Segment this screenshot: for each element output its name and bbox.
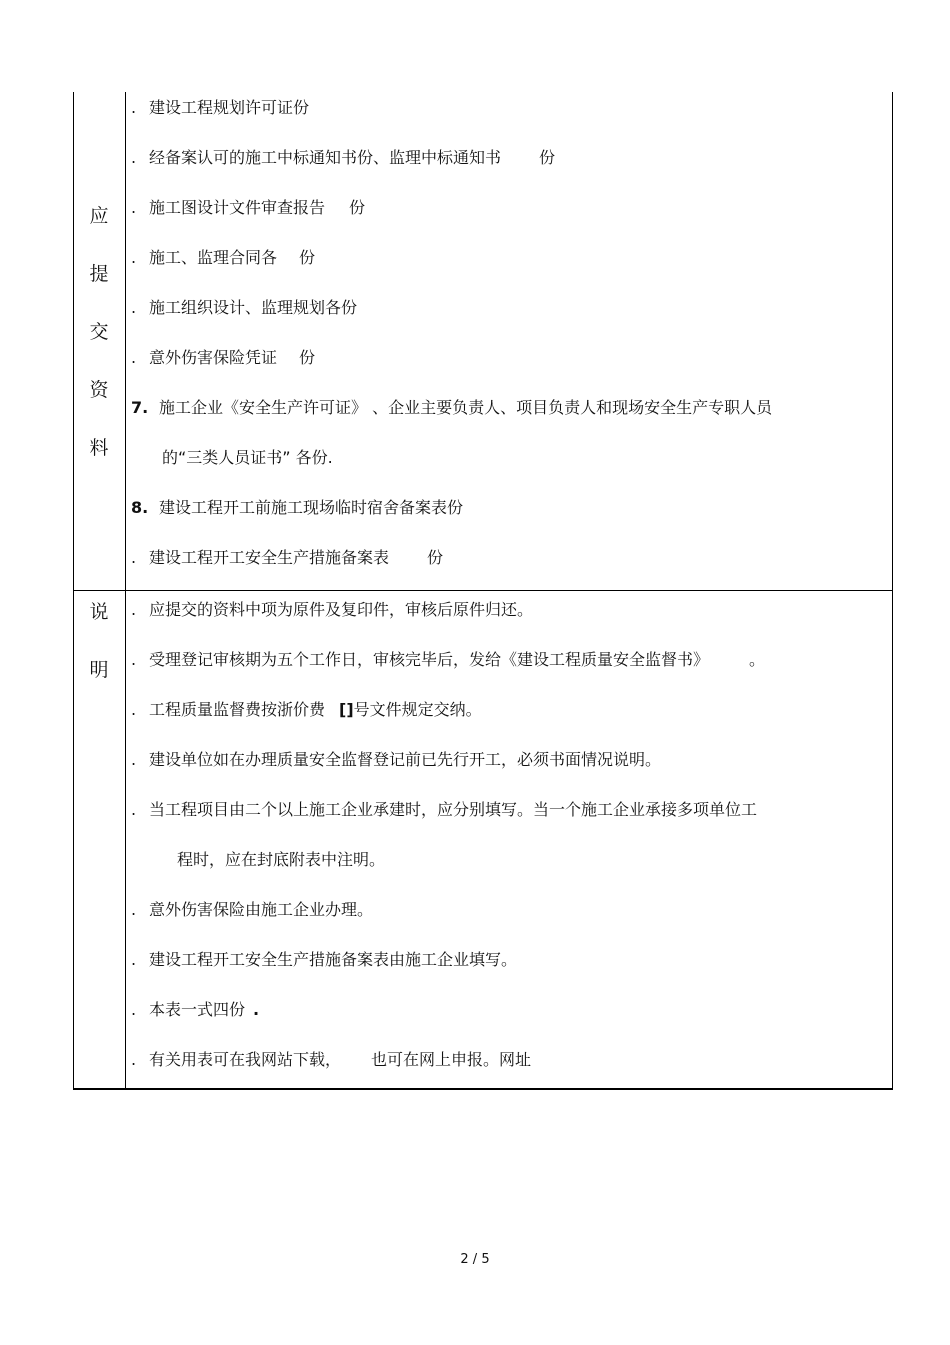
table-left-border (73, 92, 74, 1090)
list-item: . 施工、监理合同各 份 (131, 248, 316, 267)
list-item: 7. 施工企业《安全生产许可证》 、企业主要负责人、项目负责人和现场安全生产专职人员 (131, 398, 773, 417)
list-item: . 建设工程规划许可证份 (131, 98, 310, 117)
label-char: 资 (89, 379, 109, 401)
table-bottom-border (73, 1088, 893, 1090)
label-char: 交 (89, 321, 109, 343)
list-item: . 当工程项目由二个以上施工企业承建时，应分别填写。当一个施工企业承接多项单位工 (131, 800, 758, 819)
label-char: 料 (89, 437, 109, 459)
table-row-divider (73, 590, 893, 591)
list-item-continuation: 的“三类人员证书” 各份. (162, 448, 333, 467)
label-char: 应 (89, 205, 109, 227)
list-item: . 工程质量监督费按浙价费 []号文件规定交纳。 (131, 700, 482, 719)
page-number: 2 / 5 (460, 1252, 490, 1267)
list-item: . 有关用表可在我网站下载， 也可在网上申报。网址 (131, 1050, 532, 1069)
list-item-continuation: 程时，应在封底附表中注明。 (177, 850, 386, 869)
list-item: . 施工图设计文件审查报告 份 (131, 198, 366, 217)
list-item: . 经备案认可的施工中标通知书份、监理中标通知书 份 (131, 148, 556, 167)
list-item: . 建设工程开工安全生产措施备案表由施工企业填写。 (131, 950, 518, 969)
label-char: 说 (89, 601, 109, 623)
list-item: . 受理登记审核期为五个工作日，审核完毕后，发给《建设工程质量安全监督书》 。 (131, 650, 766, 669)
list-item: . 应提交的资料中项为原件及复印件，审核后原件归还。 (131, 600, 534, 619)
table-column-divider (125, 92, 126, 1090)
list-item: 8. 建设工程开工前施工现场临时宿舍备案表份 (131, 498, 464, 517)
list-item: . 意外伤害保险由施工企业办理。 (131, 900, 374, 919)
list-item: . 本表一式四份 . (131, 1000, 260, 1019)
list-item: . 意外伤害保险凭证 份 (131, 348, 316, 367)
list-item: . 施工组织设计、监理规划各份 (131, 298, 358, 317)
table-right-border (892, 92, 893, 1090)
form-table (73, 92, 893, 1090)
list-item: . 建设单位如在办理质量安全监督登记前已先行开工，必须书面情况说明。 (131, 750, 662, 769)
label-char: 提 (89, 263, 109, 285)
list-item: . 建设工程开工安全生产措施备案表 份 (131, 548, 444, 567)
label-char: 明 (89, 659, 109, 681)
